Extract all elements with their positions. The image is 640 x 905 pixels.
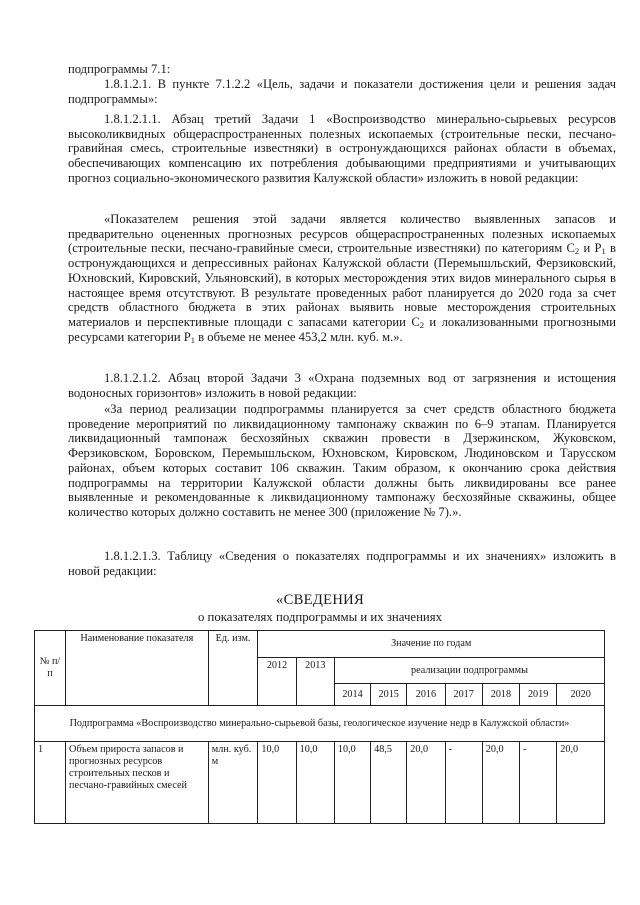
header-year-2015: 2015	[371, 684, 407, 706]
paragraph-intro-text: подпрограммы 7.1:	[68, 62, 171, 76]
header-values-by-year: Значение по годам	[258, 631, 605, 658]
header-year-2014: 2014	[334, 684, 370, 706]
quote-1-part-b: и P	[579, 241, 602, 256]
row-1-value-2016: 20,0	[407, 742, 445, 824]
row-1-value-2012: 10,0	[258, 742, 296, 824]
header-year-2018: 2018	[482, 684, 519, 706]
header-implementation: реализации подпрограммы	[334, 658, 604, 684]
section-title: Подпрограмма «Воспроизводство минерально-сырьевой базы, геологическое изучение недр в Калужской области»	[35, 706, 605, 742]
row-1-value-2014: 10,0	[334, 742, 370, 824]
quote-1-sub-1: 2	[574, 246, 580, 257]
header-year-2012: 2012	[258, 658, 296, 706]
paragraph-quote-2	[68, 402, 616, 520]
table-section-row	[35, 706, 605, 742]
paragraph-intro	[68, 62, 616, 77]
paragraph-quote-1	[68, 212, 616, 344]
quote-1-part-c: в остронуждающихся и депрессивных районах Калужской области (Перемышльский, Ферзиковский, Юхновский, Кировский, Ульяновский), в которых месторождения этих видов минерального сырья в настоящее время отсутствуют. В результате проведенных работ планируется до 2020 года за счет средств областного бюджета в этих районах выявить новые месторождения строительных материалов и перспективные площади с запасами категории C	[68, 241, 616, 329]
paragraph-6-text: 1.8.1.2.1.3. Таблицу «Сведения о показателях подпрограммы и их значениях» изложить в новой редакции:	[68, 549, 616, 578]
table-heading: «СВЕДЕНИЯ	[275, 592, 365, 608]
quote-1-part-a: «Показателем решения этой задачи является количество выявленных запасов и предварительно оцененных прогнозных ресурсов общераспространенных полезных ископаемых (строительные пески, песчано-гравийные смеси, строительные известняки) по категориям C	[68, 212, 616, 256]
quote-1-sub-4: 1	[190, 334, 196, 345]
row-1-unit: млн. куб. м	[208, 742, 258, 824]
table-row	[35, 742, 605, 824]
paragraph-4-text: 1.8.1.2.1.2. Абзац второй Задачи 3 «Охрана подземных вод от загрязнения и истощения водоносных горизонтов» изложить в новой редакции:	[68, 371, 616, 400]
quote-1-sub-3: 2	[419, 319, 424, 330]
row-1-value-2020: 20,0	[557, 742, 605, 824]
header-unit: Ед. изм.	[208, 631, 258, 706]
table-header-row-1	[35, 631, 605, 658]
paragraph-1-8-1-2-1	[68, 77, 616, 106]
header-year-2019: 2019	[520, 684, 557, 706]
row-1-number: 1	[35, 742, 66, 824]
paragraph-1-text: 1.8.1.2.1. В пункте 7.1.2.2 «Цель, задачи и показатели достижения цели и решения задач подпрограммы»:	[68, 77, 616, 106]
table-subheading: о показателях подпрограммы и их значениях	[197, 610, 443, 624]
header-number: № п/п	[35, 631, 66, 706]
paragraph-1-8-1-2-1-2	[68, 371, 616, 400]
header-year-2013: 2013	[296, 658, 334, 706]
header-year-2016: 2016	[407, 684, 445, 706]
row-1-value-2013: 10,0	[296, 742, 334, 824]
quote-1-sub-2: 1	[601, 246, 606, 257]
row-1-value-2018: 20,0	[482, 742, 519, 824]
row-1-value-2019: -	[520, 742, 557, 824]
indicators-table	[34, 630, 605, 824]
row-1-name: Объем прироста запасов и прогнозных ресурсов строительных песков и песчано-гравийных смесей	[66, 742, 209, 824]
paragraph-1-8-1-2-1-3	[68, 549, 616, 578]
paragraph-1-8-1-2-1-1	[68, 112, 616, 186]
row-1-value-2017: -	[445, 742, 482, 824]
quote-1-part-e: в объеме не менее 453,2 млн. куб. м.».	[195, 329, 403, 344]
paragraph-5-text: «За период реализации подпрограммы планируется за счет средств областного бюджета проведение мероприятий по ликвидационному тампонажу скважин по 6–9 этапам. Планируется ликвидационный тампонаж бесхозяйных скважин провести в Дзержинском, Жуковском, Ферзиковском, Боровском, Перемышльском, Юхновском, Кировском, Людиновском и Тарусском районах, объем которых составит 106 скважин. Таким образом, к окончанию срока действия подпрограммы на территории Калужской области должны быть ликвидированы все ранее выявленные и рекомендованные к ликвидационному тампонажу бесхозяйные скважины, общее количество которых должно составить не менее 300 (приложение № 7).».	[68, 402, 616, 519]
quote-1-part-d: и локализованными прогнозными ресурсами категории P	[68, 314, 616, 344]
paragraph-2-text: 1.8.1.2.1.1. Абзац третий Задачи 1 «Воспроизводство минерально-сырьевых ресурсов высоколиквидных общераспространенных полезных ископаемых (строительные пески, песчано-гравийная смесь, строительные известняки) в остронуждающихся районах области в объемах, обеспечивающих компенсацию их потребления добывающими предприятиями и учитывающих прогноз социально-экономического развития Калужской области» изложить в новой редакции:	[68, 112, 616, 185]
header-year-2017: 2017	[445, 684, 482, 706]
header-year-2020: 2020	[557, 684, 605, 706]
row-1-value-2015: 48,5	[371, 742, 407, 824]
header-name: Наименование показателя	[66, 631, 209, 706]
